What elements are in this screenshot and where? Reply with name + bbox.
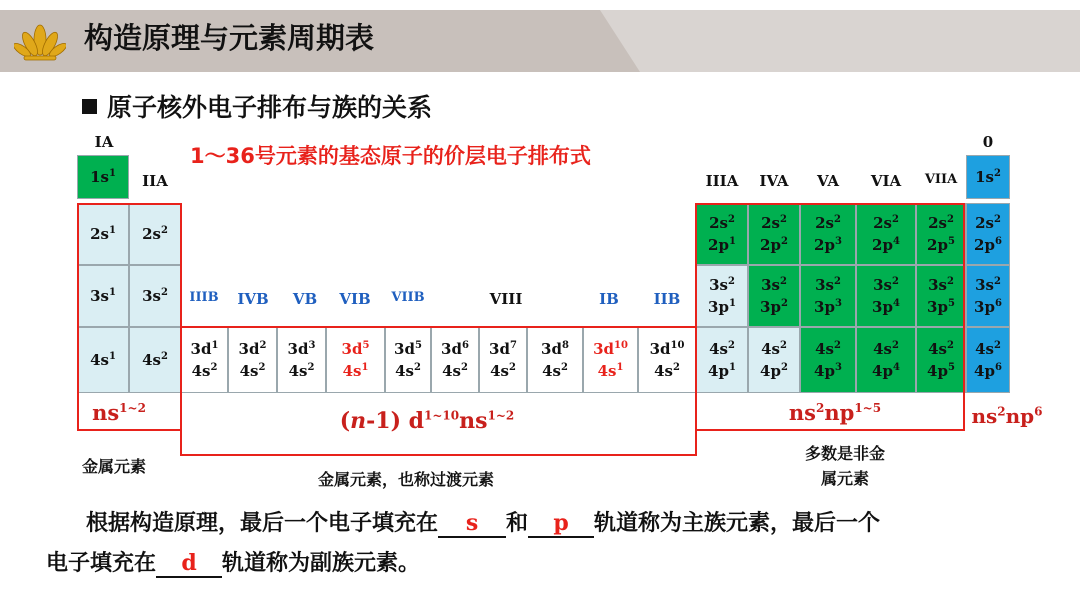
config-base: 4s bbox=[815, 339, 834, 358]
p-block-formula-b: np bbox=[824, 400, 855, 425]
config-sup: 8 bbox=[561, 339, 569, 351]
config-base: 4s bbox=[90, 350, 109, 369]
config-line bbox=[975, 274, 1001, 297]
config-line bbox=[288, 338, 316, 361]
group-label-iva: IVA bbox=[759, 172, 789, 190]
config-sup: 10 bbox=[670, 339, 685, 351]
s-block-formula-base: ns bbox=[92, 400, 120, 425]
element-cell-ne bbox=[966, 203, 1010, 265]
config-line bbox=[760, 234, 788, 257]
config-base: 4s bbox=[928, 339, 947, 358]
config-line bbox=[815, 212, 841, 235]
config-line bbox=[90, 349, 116, 372]
config-sup: 2 bbox=[727, 213, 735, 225]
config-line bbox=[709, 274, 735, 297]
config-sup: 2 bbox=[993, 167, 1001, 179]
config-sup: 5 bbox=[947, 236, 955, 247]
element-cell-cl bbox=[916, 265, 966, 327]
element-cell-se bbox=[856, 327, 916, 393]
config-sup: 2 bbox=[946, 339, 954, 351]
element-cell-ge bbox=[748, 327, 800, 393]
config-base: 3s bbox=[709, 275, 728, 294]
config-base: 3d bbox=[593, 339, 614, 358]
paragraph-text-2a: 电子填充在 bbox=[46, 551, 157, 576]
element-cell-br bbox=[916, 327, 966, 393]
element-cell-mn bbox=[385, 327, 431, 393]
config-base: 2p bbox=[760, 236, 781, 254]
p-block-formula-sup1: 2 bbox=[816, 401, 825, 415]
s-block-formula bbox=[92, 400, 146, 425]
config-sup: 10 bbox=[614, 339, 628, 351]
section-subtitle-text: 原子核外电子排布与族的关系 bbox=[107, 93, 433, 122]
config-base: 4s bbox=[975, 339, 994, 358]
d-block-formula-n: n bbox=[350, 408, 367, 434]
config-line bbox=[708, 234, 736, 257]
config-line bbox=[142, 223, 168, 246]
config-sup: 7 bbox=[509, 339, 517, 351]
config-base: 3d bbox=[541, 339, 562, 358]
zero-group-formula-sup2: 6 bbox=[1034, 404, 1043, 419]
config-sup: 2 bbox=[160, 224, 168, 236]
config-line bbox=[541, 338, 569, 361]
config-sup: 2 bbox=[508, 362, 516, 373]
paragraph-text-2b: 轨道称为副族元素。 bbox=[222, 551, 421, 576]
config-base: 2p bbox=[872, 236, 893, 254]
element-cell-v bbox=[277, 327, 326, 393]
paragraph-text-1b: 和 bbox=[506, 511, 529, 536]
config-sup: 1 bbox=[728, 298, 736, 309]
group-label-vb: VB bbox=[292, 290, 318, 308]
bullet-square-icon bbox=[82, 99, 97, 114]
config-base: 4 bbox=[654, 362, 665, 380]
answer-blank-p: p bbox=[528, 510, 594, 538]
config-sup: 2 bbox=[891, 275, 899, 287]
config-sup: 2 bbox=[258, 362, 266, 373]
config-base: 4s bbox=[761, 339, 780, 358]
element-cell-h bbox=[77, 155, 129, 199]
config-base: 2s bbox=[815, 213, 834, 232]
config-line bbox=[975, 338, 1001, 361]
config-line bbox=[872, 234, 900, 257]
config-line bbox=[490, 360, 516, 383]
config-base: 2s bbox=[928, 213, 947, 232]
config-base: 4p bbox=[708, 362, 729, 380]
config-line bbox=[928, 274, 954, 297]
config-base: 4s bbox=[142, 350, 161, 369]
config-base: 4s bbox=[490, 362, 509, 380]
config-line bbox=[708, 296, 736, 319]
config-line bbox=[394, 338, 422, 361]
config-base: 4s bbox=[542, 362, 561, 380]
config-base: 2s bbox=[709, 213, 728, 232]
config-sup: 3 bbox=[834, 236, 842, 247]
config-sup: 4 bbox=[892, 236, 900, 247]
config-sup: 2 bbox=[160, 350, 168, 362]
element-cell-zn bbox=[638, 327, 696, 393]
config-line bbox=[927, 234, 955, 257]
config-base: 3d bbox=[238, 339, 260, 358]
group-label-zero: 0 bbox=[982, 133, 994, 151]
config-line bbox=[928, 338, 954, 361]
config-base: 3p bbox=[872, 298, 893, 316]
config-sup: 2 bbox=[727, 339, 735, 351]
config-line bbox=[90, 285, 116, 308]
group-label-iia: IIA bbox=[142, 172, 168, 190]
config-base: 3d bbox=[341, 339, 363, 358]
config-line bbox=[240, 360, 266, 383]
config-base: 2s bbox=[975, 213, 994, 232]
element-cell-k bbox=[77, 327, 129, 393]
config-sup: 1 bbox=[728, 362, 736, 373]
config-sup: 3 bbox=[834, 362, 842, 373]
element-cell-sc bbox=[181, 327, 228, 393]
config-base: 3s bbox=[815, 275, 834, 294]
config-line bbox=[142, 285, 168, 308]
config-base: 3p bbox=[760, 298, 781, 316]
config-base: 3p bbox=[814, 298, 835, 316]
p-block-formula-a: ns bbox=[788, 400, 817, 425]
config-sup: 1 bbox=[108, 224, 116, 236]
config-line bbox=[873, 212, 899, 235]
group-label-via: VIA bbox=[870, 172, 902, 190]
config-sup: 2 bbox=[727, 275, 735, 287]
config-base: 4p bbox=[974, 362, 995, 380]
zero-group-formula-b: np bbox=[1005, 404, 1035, 428]
config-sup: 2 bbox=[891, 213, 899, 225]
config-sup: 2 bbox=[672, 362, 680, 373]
table-title: 1～36号元素的基态原子的价层电子排布式 bbox=[190, 144, 591, 168]
config-base: 3d bbox=[394, 339, 415, 358]
config-sup: 2 bbox=[891, 339, 899, 351]
config-base: 2p bbox=[708, 236, 729, 254]
config-line bbox=[191, 338, 219, 361]
element-cell-co bbox=[479, 327, 527, 393]
config-line bbox=[489, 338, 517, 361]
config-base: 4s bbox=[709, 339, 728, 358]
element-cell-al bbox=[696, 265, 748, 327]
config-base: 3s bbox=[90, 286, 109, 305]
config-base: 4s bbox=[395, 362, 414, 380]
element-cell-o bbox=[856, 203, 916, 265]
element-cell-mg bbox=[129, 265, 181, 327]
group-label-iiia: IIIA bbox=[705, 172, 739, 190]
config-base: 2p bbox=[974, 236, 995, 254]
config-sup: 5 bbox=[362, 339, 370, 351]
config-base: 3s bbox=[873, 275, 892, 294]
d-block-formula-sup1: 1~10 bbox=[424, 408, 460, 423]
config-sup: 2 bbox=[779, 339, 787, 351]
config-line bbox=[709, 338, 735, 361]
config-line bbox=[342, 338, 370, 361]
config-base: 3s bbox=[928, 275, 947, 294]
config-base: 2s bbox=[142, 224, 161, 243]
element-cell-n bbox=[800, 203, 856, 265]
config-base: 2 bbox=[927, 236, 938, 254]
d-block-caption: 金属元素，也称过渡元素 bbox=[318, 470, 495, 489]
element-cell-ga bbox=[696, 327, 748, 393]
config-line bbox=[709, 212, 735, 235]
config-base: p bbox=[937, 298, 948, 316]
config-line bbox=[90, 223, 116, 246]
config-sup: 2 bbox=[780, 236, 788, 247]
answer-blank-d: d bbox=[156, 550, 222, 578]
group-label-ia: IA bbox=[94, 133, 114, 151]
d-block-formula-post: -1) d bbox=[366, 408, 425, 434]
config-sup: 5 bbox=[414, 339, 422, 351]
config-base: 2p bbox=[814, 236, 835, 254]
element-cell-c bbox=[748, 203, 800, 265]
element-cell-s bbox=[856, 265, 916, 327]
element-cell-li bbox=[77, 203, 129, 265]
config-line bbox=[542, 360, 568, 383]
element-cell-as bbox=[800, 327, 856, 393]
config-line bbox=[441, 338, 469, 361]
config-sup: 1 bbox=[108, 350, 116, 362]
group-label-viib: VIIB bbox=[391, 290, 425, 305]
group-label-viia: VIIA bbox=[924, 172, 958, 187]
config-base: p bbox=[937, 362, 948, 380]
config-sup: 1 bbox=[361, 362, 369, 373]
config-sup: 2 bbox=[307, 362, 315, 373]
config-line bbox=[974, 296, 1002, 319]
d-block-formula-sup2: 1~2 bbox=[487, 408, 515, 423]
p-block-caption-line1: 多数是非金 bbox=[804, 444, 885, 463]
element-cell-be bbox=[129, 203, 181, 265]
config-base: 4s bbox=[442, 362, 461, 380]
config-line bbox=[928, 212, 954, 235]
config-sup: 2 bbox=[993, 275, 1001, 287]
group-label-ib: IB bbox=[599, 290, 619, 308]
config-line bbox=[239, 338, 267, 361]
config-line bbox=[289, 360, 315, 383]
element-cell-si bbox=[748, 265, 800, 327]
zero-group-formula-a: ns bbox=[971, 404, 998, 428]
config-line bbox=[814, 234, 842, 257]
config-line bbox=[927, 296, 955, 319]
p-block-caption-line2: 属元素 bbox=[820, 468, 869, 488]
config-line bbox=[142, 349, 168, 372]
element-cell-cu bbox=[583, 327, 638, 393]
config-line bbox=[442, 360, 468, 383]
paragraph-text-1c: 轨道称为主族元素，最后一个 bbox=[594, 511, 881, 536]
config-line bbox=[760, 360, 788, 383]
config-sup: 2 bbox=[780, 298, 788, 309]
config-line bbox=[192, 360, 218, 383]
config-base: 2s bbox=[90, 224, 109, 243]
config-base: 3d bbox=[190, 339, 212, 358]
config-line bbox=[761, 212, 787, 235]
config-line bbox=[814, 296, 842, 319]
element-cell-ni bbox=[527, 327, 583, 393]
element-cell-ca bbox=[129, 327, 181, 393]
config-sup: 6 bbox=[994, 362, 1002, 373]
lotus-logo-icon bbox=[14, 20, 66, 64]
config-base: 3s bbox=[975, 275, 994, 294]
answer-blank-s: s bbox=[438, 510, 506, 538]
element-cell-f bbox=[916, 203, 966, 265]
config-line bbox=[343, 360, 369, 383]
element-cell-cr bbox=[326, 327, 385, 393]
config-sup: 4 bbox=[892, 362, 900, 373]
config-line bbox=[815, 274, 841, 297]
config-line bbox=[654, 360, 680, 383]
config-base: 3d bbox=[441, 339, 462, 358]
config-line bbox=[650, 338, 685, 361]
config-line bbox=[708, 360, 736, 383]
config-line bbox=[90, 166, 116, 189]
config-sup: 3 bbox=[308, 339, 316, 351]
config-line bbox=[395, 360, 421, 383]
config-sup: 1 bbox=[211, 339, 219, 351]
p-block-formula bbox=[789, 400, 881, 425]
config-line bbox=[593, 338, 628, 361]
page-title: 构造原理与元素周期表 bbox=[84, 21, 375, 55]
config-line bbox=[974, 234, 1002, 257]
config-line bbox=[873, 338, 899, 361]
config-base: 4 bbox=[927, 362, 938, 380]
config-base: 3 bbox=[927, 298, 938, 316]
config-sup: 2 bbox=[946, 275, 954, 287]
config-sup: 2 bbox=[779, 275, 787, 287]
d-block-formula bbox=[340, 408, 515, 434]
s-block-caption: 金属元素 bbox=[82, 457, 147, 476]
group-label-vib: VIB bbox=[339, 290, 371, 308]
group-label-ivb: IVB bbox=[237, 290, 269, 308]
config-line bbox=[873, 274, 899, 297]
element-cell-fe bbox=[431, 327, 479, 393]
config-sup: 2 bbox=[833, 213, 841, 225]
p-block-formula-sup2: 1~5 bbox=[854, 401, 882, 415]
section-subtitle bbox=[82, 88, 432, 124]
config-sup: 2 bbox=[833, 275, 841, 287]
config-line bbox=[760, 296, 788, 319]
config-base: 3d bbox=[489, 339, 510, 358]
config-base: 3d bbox=[649, 339, 671, 358]
config-sup: 2 bbox=[560, 362, 568, 373]
config-line bbox=[598, 360, 624, 383]
config-base: 2s bbox=[873, 213, 892, 232]
config-base: s bbox=[664, 362, 673, 380]
group-label-viii: VIII bbox=[489, 290, 523, 308]
config-base: 4p bbox=[760, 362, 781, 380]
config-sup: 1 bbox=[108, 286, 116, 298]
config-base: 4p bbox=[872, 362, 893, 380]
config-line bbox=[814, 360, 842, 383]
p-block-caption bbox=[797, 442, 893, 492]
config-sup: 2 bbox=[993, 213, 1001, 225]
config-base: 4s bbox=[288, 362, 308, 380]
config-line bbox=[975, 212, 1001, 235]
config-line bbox=[974, 360, 1002, 383]
config-sup: 4 bbox=[892, 298, 900, 309]
config-line bbox=[815, 338, 841, 361]
config-line bbox=[872, 360, 900, 383]
group-label-iiib: IIIB bbox=[189, 290, 219, 305]
element-cell-p bbox=[800, 265, 856, 327]
config-base: 1s bbox=[975, 167, 994, 186]
paragraph-line-2 bbox=[46, 546, 420, 578]
config-base: 2s bbox=[761, 213, 780, 232]
element-cell-b bbox=[696, 203, 748, 265]
group-label-iib: IIB bbox=[653, 290, 681, 308]
config-base: 4s bbox=[873, 339, 892, 358]
element-cell-na bbox=[77, 265, 129, 327]
config-sup: 1 bbox=[108, 167, 116, 179]
config-base: 4s bbox=[191, 362, 211, 380]
config-base: 3s bbox=[761, 275, 780, 294]
config-line bbox=[872, 296, 900, 319]
config-line bbox=[761, 274, 787, 297]
element-cell-kr bbox=[966, 327, 1010, 393]
zero-group-formula-sup1: 2 bbox=[997, 404, 1006, 419]
config-base: 4s bbox=[597, 362, 617, 380]
element-cell-he bbox=[966, 155, 1010, 199]
config-base: p bbox=[937, 236, 948, 254]
config-sup: 2 bbox=[413, 362, 421, 373]
config-base: 3d bbox=[287, 339, 309, 358]
element-cell-ti bbox=[228, 327, 277, 393]
config-base: 3p bbox=[974, 298, 995, 316]
config-sup: 2 bbox=[780, 362, 788, 373]
config-base: 3p bbox=[708, 298, 729, 316]
config-sup: 3 bbox=[834, 298, 842, 309]
config-base: 4s bbox=[239, 362, 259, 380]
config-sup: 5 bbox=[947, 298, 955, 309]
config-base: 3s bbox=[142, 286, 161, 305]
config-base: 4p bbox=[814, 362, 835, 380]
config-line bbox=[927, 360, 955, 383]
config-sup: 6 bbox=[461, 339, 469, 351]
config-sup: 2 bbox=[993, 339, 1001, 351]
group-label-va: VA bbox=[816, 172, 840, 190]
zero-group-formula bbox=[971, 404, 1042, 428]
config-base: 4s bbox=[342, 362, 362, 380]
config-base: 1s bbox=[90, 167, 109, 186]
config-sup: 2 bbox=[946, 213, 954, 225]
paragraph-line-1 bbox=[86, 506, 880, 538]
config-sup: 2 bbox=[259, 339, 267, 351]
config-sup: 6 bbox=[994, 298, 1002, 309]
config-sup: 2 bbox=[210, 362, 218, 373]
config-sup: 5 bbox=[947, 362, 955, 373]
s-block-formula-sup: 1~2 bbox=[119, 401, 146, 415]
config-sup: 2 bbox=[160, 286, 168, 298]
element-cell-ar bbox=[966, 265, 1010, 327]
d-block-formula-pre: ( bbox=[339, 408, 351, 434]
config-sup: 2 bbox=[779, 213, 787, 225]
config-sup: 6 bbox=[994, 236, 1002, 247]
config-sup: 1 bbox=[616, 362, 624, 373]
paragraph-text-1a: 根据构造原理，最后一个电子填充在 bbox=[86, 511, 439, 536]
d-block-formula-mid: ns bbox=[459, 408, 488, 434]
config-sup: 2 bbox=[833, 339, 841, 351]
config-sup: 1 bbox=[728, 236, 736, 247]
config-sup: 2 bbox=[460, 362, 468, 373]
config-line bbox=[975, 166, 1001, 189]
config-line bbox=[761, 338, 787, 361]
